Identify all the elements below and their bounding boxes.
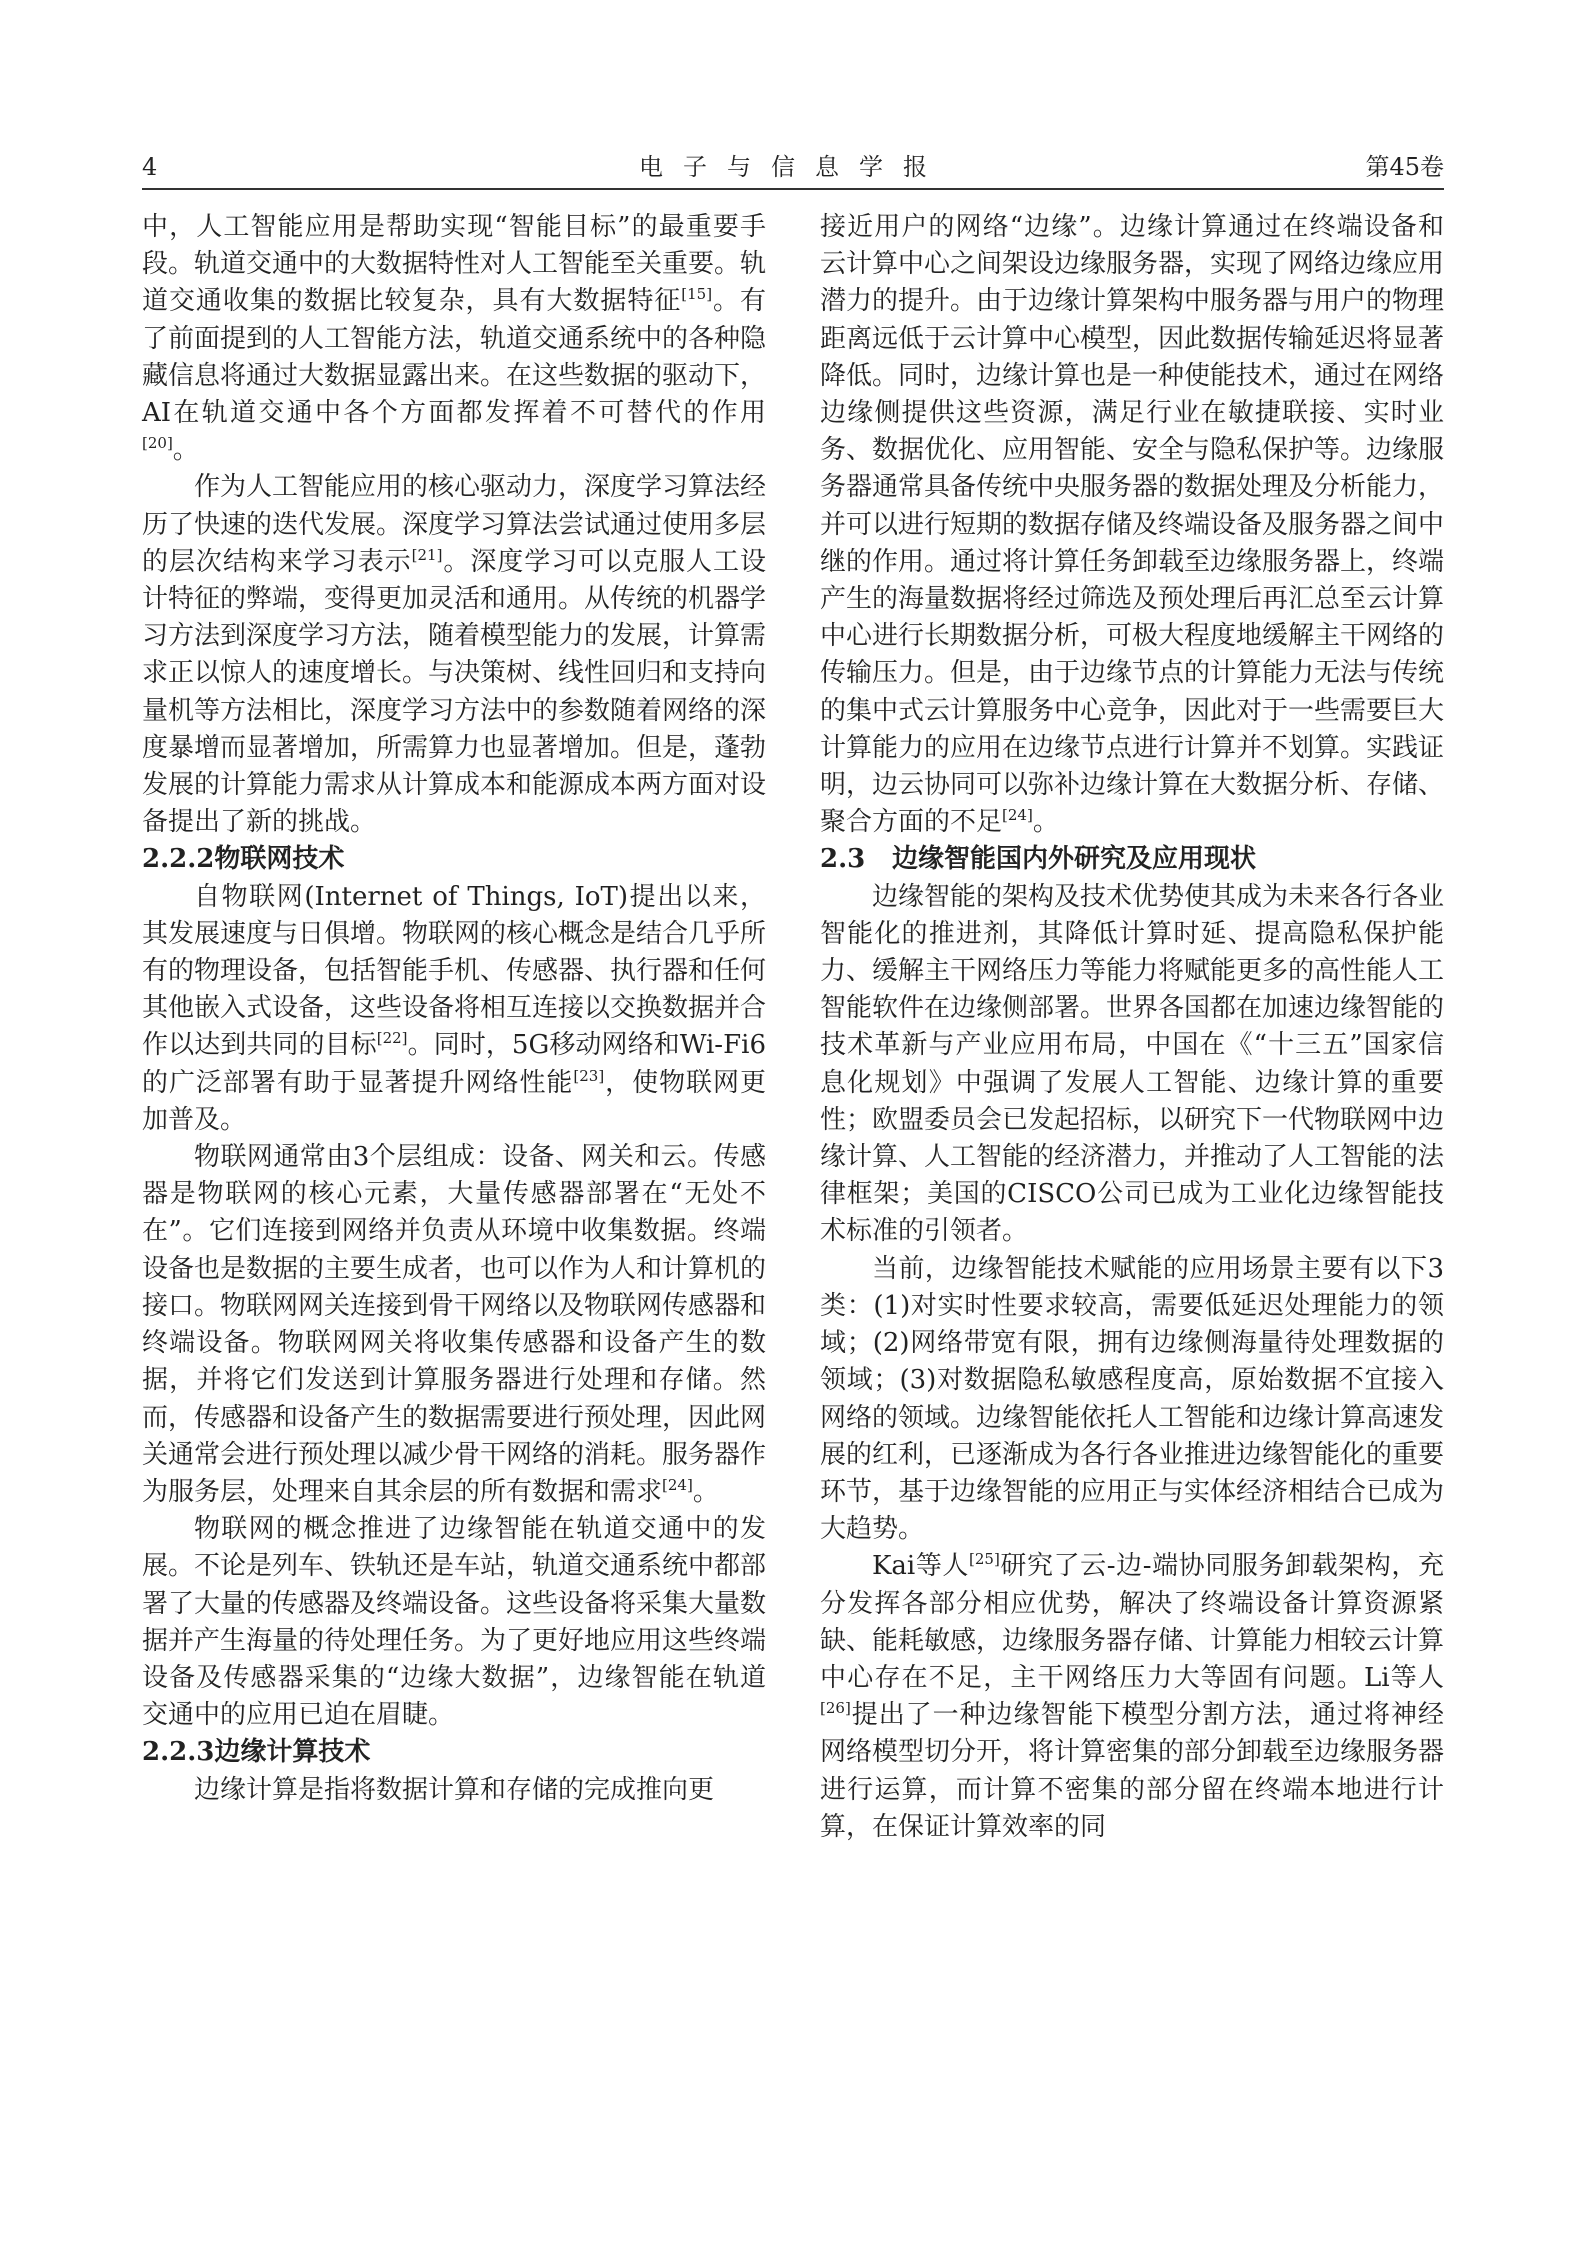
- citation[interactable]: [24]: [662, 1475, 693, 1494]
- citation[interactable]: [20]: [142, 434, 173, 453]
- section-title: 边缘计算技术: [214, 1737, 371, 1768]
- paragraph: 物联网的概念推进了边缘智能在轨道交通中的发展。不论是列车、铁轨还是车站，轨道交通系统中都部署了大量的传感器及终端设备。这些设备将采集大量数据并产生海量的待处理任务。为了更好地应用这些终端设备及传感器采集的“边缘大数据”，边缘智能在轨道交通中的应用已迫在眉睫。: [142, 1514, 767, 1731]
- citation[interactable]: [24]: [1002, 806, 1033, 825]
- paragraph: 边缘智能的架构及技术优势使其成为未来各行各业智能化的推进剂，其降低计算时延、提高隐私保护能力、缓解主干网络压力等能力将赋能更多的高性能人工智能软件在边缘侧部署。世界各国都在加速边缘智能的技术革新与产业应用布局，中国在《“十三五”国家信息化规划》中强调了发展人工智能、边缘计算的重要性；欧盟委员会已发起招标，以研究下一代物联网中边缘计算、人工智能的经济潜力，并推动了人工智能的法律框架；美国的CISCO公司已成为工业化边缘智能技术标准的引领者。: [820, 881, 1445, 1247]
- running-header: [142, 148, 1444, 186]
- citation[interactable]: [25]: [969, 1550, 1000, 1569]
- section-heading: [142, 1734, 766, 1771]
- left-column: [142, 209, 766, 1809]
- citation[interactable]: [21]: [411, 545, 443, 564]
- paragraph: 自物联网(Internet of Things, IoT)提出以来，其发展速度与日俱增。物联网的核心概念是结合几乎所有的物理设备，包括智能手机、传感器、执行器和任何其他嵌入式设备，这些设备将相互连接以交换数据并合作以达到共同的目标[22]。同时，5G移动网络和Wi-Fi6的广泛部署有助于显著提升网络性能[23]，使物联网更加普及。: [142, 881, 767, 1135]
- header-rule: [142, 188, 1444, 190]
- paragraph: Kai等人[25]研究了云-边-端协同服务卸载架构，充分发挥各部分相应优势，解决了终端设备计算资源紧缺、能耗敏感，边缘服务器存储、计算能力相较云计算中心存在不足，主干网络压力大等固有问题。Li等人[26]提出了一种边缘智能下模型分割方法，通过将神经网络模型切分开，将计算密集的部分卸载至边缘服务器进行运算，而计算不密集的部分留在终端本地进行计算，在保证计算效率的同: [820, 1550, 1445, 1842]
- paragraph: 物联网通常由3个层组成：设备、网关和云。传感器是物联网的核心元素，大量传感器部署在“无处不在”。它们连接到网络并负责从环境中收集数据。终端设备也是数据的主要生成者，也可以作为人和计算机的接口。物联网网关连接到骨干网络以及物联网传感器和终端设备。物联网网关将收集传感器和设备产生的数据，并将它们发送到计算服务器进行处理和存储。然而，传感器和设备产生的数据需要进行预处理，因此网关通常会进行预处理以减少骨干网络的消耗。服务器作为服务层，处理来自其余层的所有数据和需求[24]。: [142, 1142, 767, 1507]
- section-title: 边缘智能国内外研究及应用现状: [892, 844, 1257, 875]
- paragraph: 边缘计算是指将数据计算和存储的完成推向更: [194, 1774, 715, 1805]
- section-number: 2.3: [820, 844, 866, 875]
- section-heading: [820, 841, 1444, 878]
- paragraph: 当前，边缘智能技术赋能的应用场景主要有以下3类：(1)对实时性要求较高，需要低延迟处理能力的领域；(2)网络带宽有限，拥有边缘侧海量待处理数据的领域；(3)对数据隐私敏感程度高，原始数据不宜接入网络的领域。边缘智能依托人工智能和边缘计算高速发展的红利，已逐渐成为各行各业推进边缘智能化的重要环节，基于边缘智能的应用正与实体经济相结合已成为大趋势。: [820, 1253, 1445, 1545]
- citation[interactable]: [26]: [820, 1699, 851, 1718]
- paragraph: 接近用户的网络“边缘”。边缘计算通过在终端设备和云计算中心之间架设边缘服务器，实现了网络边缘应用潜力的提升。由于边缘计算架构中服务器与用户的物理距离远低于云计算中心模型，因此数据传输延迟将显著降低。同时，边缘计算也是一种使能技术，通过在网络边缘侧提供这些资源，满足行业在敏捷联接、实时业务、数据优化、应用智能、安全与隐私保护等。边缘服务器通常具备传统中央服务器的数据处理及分析能力，并可以进行短期的数据存储及终端设备及服务器之间中继的作用。通过将计算任务卸载至边缘服务器上，终端产生的海量数据将经过筛选及预处理后再汇总至云计算中心进行长期数据分析，可极大程度地缓解主干网络的传输压力。但是，由于边缘节点的计算能力无法与传统的集中式云计算服务中心竞争，因此对于一些需要巨大计算能力的应用在边缘节点进行计算并不划算。实践证明，边云协同可以弥补边缘计算在大数据分析、存储、聚合方面的不足[24]。: [820, 212, 1445, 838]
- paragraph: 作为人工智能应用的核心驱动力，深度学习算法经历了快速的迭代发展。深度学习算法尝试通过使用多层的层次结构来学习表示[21]。深度学习可以克服人工设计特征的弊端，变得更加灵活和通用。从传统的机器学习方法到深度学习方法，随着模型能力的发展，计算需求正以惊人的速度增长。与决策树、线性回归和支持向量机等方法相比，深度学习方法中的参数随着网络的深度暴增而显著增加，所需算力也显著增加。但是，蓬勃发展的计算能力需求从计算成本和能源成本两方面对设备提出了新的挑战。: [142, 472, 767, 838]
- citation[interactable]: [15]: [681, 285, 713, 304]
- right-column: [820, 209, 1444, 1846]
- section-number: 2.2.2: [142, 844, 215, 875]
- citation[interactable]: [23]: [573, 1066, 605, 1085]
- paragraph: 中，人工智能应用是帮助实现“智能目标”的最重要手段。轨道交通中的大数据特性对人工智能至关重要。轨道交通收集的数据比较复杂，具有大数据特征[15]。有了前面提到的人工智能方法，轨道交通系统中的各种隐藏信息将通过大数据显露出来。在这些数据的驱动下，AI在轨道交通中各个方面都发挥着不可替代的作用[20]。: [142, 212, 767, 466]
- section-heading: [142, 841, 766, 878]
- volume-label: 第45卷: [1365, 153, 1444, 181]
- journal-title: 电子与信息学报: [639, 153, 947, 181]
- section-title: 物联网技术: [214, 844, 345, 875]
- page-number: 4: [142, 153, 158, 181]
- section-number: 2.2.3: [142, 1737, 215, 1768]
- citation[interactable]: [22]: [376, 1029, 408, 1048]
